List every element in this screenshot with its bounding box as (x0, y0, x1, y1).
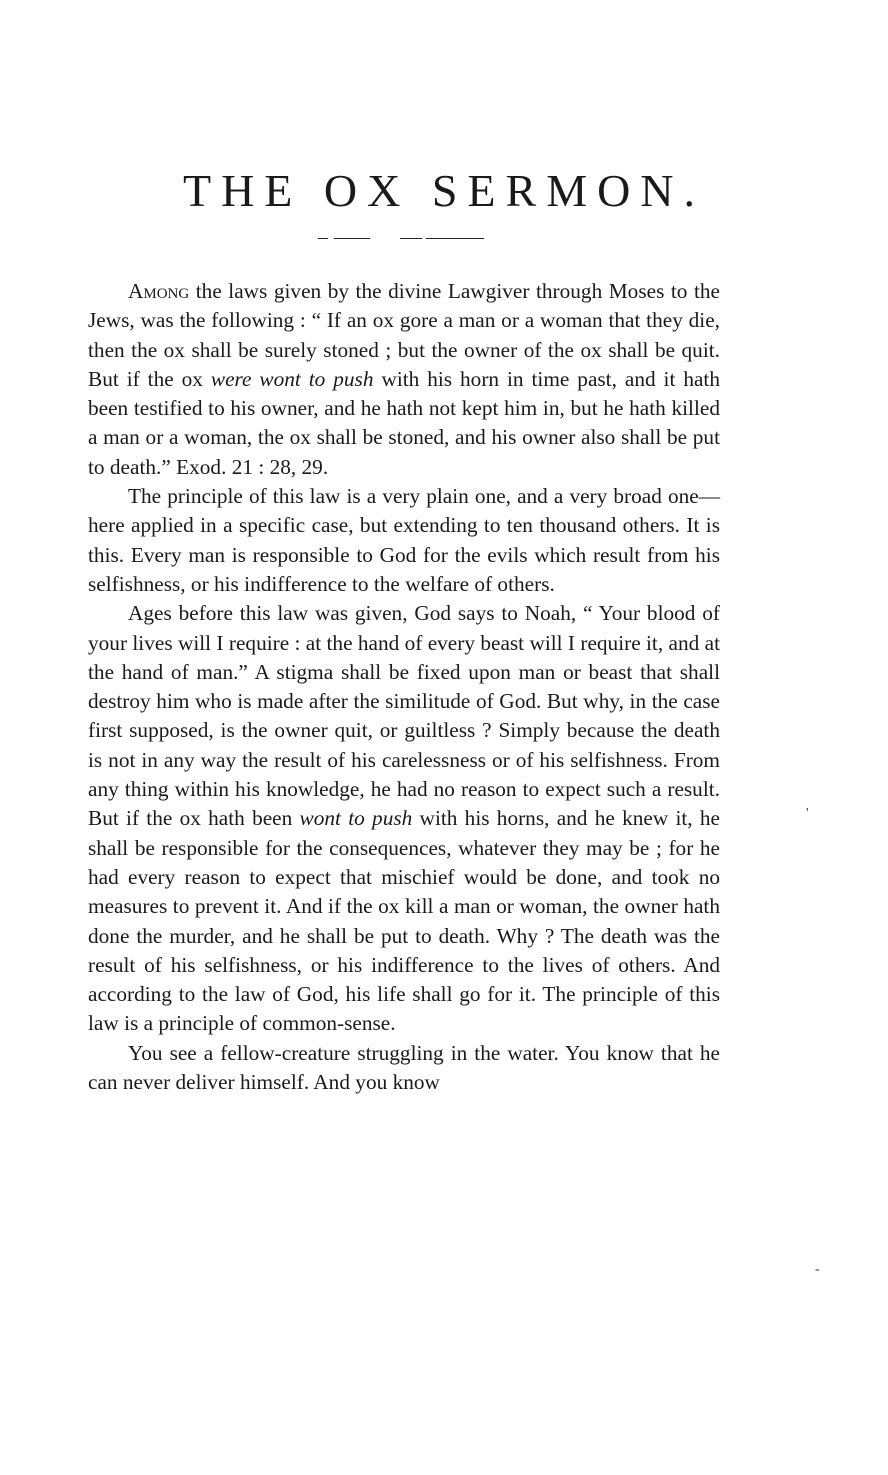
paragraph-italic-phrase: were wont to push (210, 366, 374, 391)
title-ornament-rule (334, 238, 370, 239)
paragraph-text: The principle of this law is a very plain one, and a very broad one— here applied in a specific case, but extending to ten thousand others. It is this. Every man is responsible to God for the evils which result from his selfishness, or his indifference to the welfare of others. (88, 484, 720, 596)
paragraph-2 (88, 482, 720, 599)
title-ornament-rule (318, 238, 328, 239)
scan-speck: ' (806, 806, 809, 821)
paragraph-text: with his horn in time past, and it hath been testified to his owner, and he hath not kept him in, but he hath killed a man or a woman, the ox shall be stoned, and his owner also shall be put to death.” Exod. 21 : 28, 29. (88, 366, 720, 479)
paragraph-text: the laws given by the divine Lawgiver through Moses to the Jews, was the following : “ If an ox gore a man or a woman that they die, then the ox shall be surely stoned ; but the owner of the ox shall be quit. But if the ox (88, 279, 720, 391)
scan-speck: - (815, 1262, 820, 1277)
paragraph-1 (88, 277, 720, 482)
body-text (88, 277, 720, 1097)
page-title: THE OX SERMON. (182, 165, 706, 216)
title-ornament-rule (400, 238, 422, 239)
paragraph-lead-word: Among (128, 279, 190, 303)
title-ornament-rule (426, 238, 484, 239)
paragraph-4 (88, 1039, 720, 1098)
paragraph-italic-phrase: wont to push (299, 806, 413, 831)
paragraph-text: You see a fellow-creature struggling in the water. You know that he can never deliver himself. And you know (88, 1040, 720, 1095)
paragraph-3 (88, 599, 720, 1038)
paragraph-text: with his horns, and he knew it, he shall be responsible for the consequences, whatever they may be ; for he had every reason to expect that mischief would be done, and took no measures to prevent it. And if the ox kill a man or woman, the owner hath done the murder, and he shall be put to death. Why ? The death was the result of his selfishness, or his indifference to the lives of others. And according to the law of God, his life shall go for it. The principle of this law is a principle of common-sense. (88, 806, 720, 1036)
paragraph-text: Ages before this law was given, God says to Noah, “ Your blood of your lives will I require : at the hand of every beast will I require it, and at the hand of man.” A stigma shall be fixed upon man or beast that shall destroy him who is made after the similitude of God. But why, in the case first supposed, is the owner quit, or guiltless ? Simply because the death is not in any way the result of his carelessness or of his selfishness. From any thing within his knowledge, he had no reason to expect such a result. But if the ox hath been (88, 601, 720, 831)
